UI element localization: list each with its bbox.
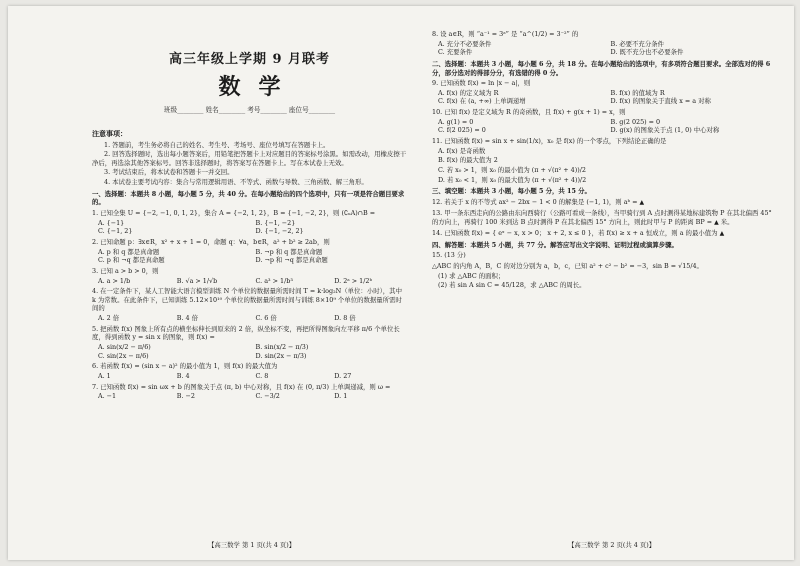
- option: B. f(x) 的值域为 R: [610, 88, 665, 97]
- sub-question: (1) 求 △ABC 的面积；: [438, 271, 505, 280]
- option: C. 若 x₀ > 1，则 x₀ 的最小值为 (π + √(π² + 4))/2: [438, 165, 586, 174]
- option: B. 4: [176, 371, 190, 380]
- option: B. 必要不充分条件: [610, 39, 664, 48]
- option: D. 若 x₀ < 1，则 x₀ 的最大值为 (π + √(π² + 4))/2: [438, 175, 587, 184]
- left-page: [92, 6, 407, 402]
- question-text: 14. 已知函数 f(x) = { eˣ − x, x > 0； x + 2, x ≤ 0 }，若 f(x) ≥ x + a 恒成立，则 a 的最小值为: [432, 228, 718, 237]
- option: B. √a > 1/√b: [176, 276, 218, 285]
- notice-item: 4. 本试卷主要考试内容：集合与常用逻辑用语、不等式、函数与导数、三角函数、解三角形。: [104, 178, 368, 187]
- option: D. 2ᵃ > 1/2ᵇ: [334, 276, 372, 285]
- option: D. 8 倍: [334, 314, 356, 323]
- notice-item: 2. 回答选择题时，选出每小题答案后，用铅笔把答题卡上对应题目的答案标号涂黑。如需改动，用橡皮擦干净后，再选涂其他答案标号。回答非选择题时，将答案写在答题卡上。写在本试卷上无效。: [92, 150, 407, 167]
- option: A. sin(x/2 − π/6): [98, 343, 151, 352]
- question: 2. 已知命题 p：∃x∈R，x² + x + 1 = 0，命题 q：∀a，b∈R，a² + b² ≥ 2ab，则: [92, 237, 330, 246]
- question: 9. 已知函数 f(x) = ln |x − a|，则: [432, 79, 531, 88]
- option: D. f(x) 的图象关于直线 x = a 对称: [610, 97, 711, 106]
- question: 4. 在一定条件下，某人工智能大语言模型训练 N 个单位的数据量所需时间 T = k·log₂N（单位：小时），其中 k 为常数。在此条件下，已知训练 5.12×10¹⁰ 个单位的数据量所需时间与训练 8×10⁹ 个单位的数据量所需时间的: [92, 287, 402, 313]
- option: D. sin(2x − π/3): [255, 351, 307, 360]
- question-text: 12. 若关于 x 的不等式 ax² − 2bx − 1 < 0 的解集是 (−1, 1)，则 aᵇ =: [432, 197, 638, 206]
- option: D. 27: [334, 371, 352, 380]
- option: C. 充要条件: [438, 48, 473, 57]
- option: C. sin(2x − π/6): [98, 351, 149, 360]
- question: [432, 229, 777, 238]
- option: B. −2: [176, 392, 195, 401]
- option: A. p 和 q 都是真命题: [98, 247, 160, 256]
- question-text: 13. 甲一条东西走向的公路由东向西骑行（公路可看成一条线），当甲骑行到 A 点时测得某地标建筑物 P 在其北偏西 45° 的方向上，再骑行 100 米到达 B 点时测得 P 在其北偏西 15° 方向上，则此时甲与 P 的距离 BP =: [432, 208, 772, 226]
- right-page: [432, 28, 777, 291]
- question: 10. 已知 f(x) 是定义域为 R 的奇函数，且 f(x) + g(x + 1) = x，则: [432, 108, 626, 117]
- option: B. sin(x/2 − π/3): [255, 343, 309, 352]
- option: C. {−1, 2}: [98, 227, 133, 236]
- option: C. f(2 025) = 0: [438, 126, 486, 135]
- question: 11. 已知函数 f(x) = sin x + sin(1/x)，x₀ 是 f(x) 的一个零点，下列结论正确的是: [432, 137, 667, 146]
- option: C. p 和 ¬q 都是真命题: [98, 256, 165, 265]
- option: A. g(1) = 0: [438, 117, 474, 126]
- option: A. 充分不必要条件: [438, 39, 492, 48]
- question-text-tail: 米。: [718, 217, 734, 226]
- option: B. f(x) 的最大值为 2: [438, 156, 498, 165]
- option: A. −1: [98, 392, 117, 401]
- option: D. g(x) 的图象关于点 (1, 0) 中心对称: [610, 126, 720, 135]
- notice-item: 1. 答题前，考生务必将自己的姓名、考生号、考场号、座位号填写在答题卡上。: [104, 140, 330, 149]
- answer-blank-marker: ▲: [714, 218, 719, 226]
- question: 8. 设 a∈R，则 “a⁻¹ = 3ᵃ” 是 “a^(1/2) = 3⁻²” 的: [432, 30, 579, 38]
- option: B. 4 倍: [176, 314, 198, 323]
- page-footer-right: 【高三数学 第 2 页(共 4 页)】: [568, 541, 656, 549]
- section-heading: 二、选择题：本题共 3 小题，每小题 6 分，共 18 分。在每小题给出的选项中，有多项符合题目要求。全部选对的得 6 分，部分选对的得部分分，有选错的得 0 分。: [432, 59, 771, 77]
- question: 7. 已知函数 f(x) = sin ωx + b 的图象关于点 (π, b) 中心对称，且 f(x) 在 (0, π/3) 上单调递减，则 ω =: [92, 382, 391, 391]
- option: D. 既不充分也不必要条件: [610, 48, 684, 57]
- question: 1. 已知全集 U = {−2, −1, 0, 1, 2}，集合 A = {−2, 1, 2}，B = {−1, −2, 2}，则 (∁ᵤA)∩B =: [92, 209, 376, 218]
- student-info-line: 班级________ 姓名________ 考号________ 座位号________: [163, 106, 336, 115]
- notice-item: 3. 考试结束后，将本试卷和答题卡一并交回。: [104, 168, 234, 177]
- question: [432, 198, 777, 207]
- answer-blank-marker: ▲: [639, 198, 645, 206]
- option: D. ¬p 和 ¬q 都是真命题: [255, 256, 328, 265]
- question: 5. 把函数 f(x) 图象上所有点的横坐标伸长到原来的 2 倍，纵坐标不变，再把所得图象向左平移 π/6 个单位长度，得到函数 y = sin x 的图象，则 f(x) =: [92, 324, 400, 342]
- option: A. f(x) 是奇函数: [438, 146, 486, 155]
- notice-title: 注意事项：: [92, 129, 127, 139]
- option: C. 8: [255, 371, 269, 380]
- question-stem: △ABC 的内角 A，B，C 的对边分别为 a，b，c，已知 a² + c² − b² = −3，sin B = √15/4。: [432, 262, 703, 271]
- option: B. {−1, −2}: [255, 218, 296, 227]
- option: A. 2 倍: [98, 314, 120, 323]
- option: A. a > 1/b: [98, 276, 131, 285]
- option: C. −3/2: [255, 392, 280, 401]
- option: B. g(2 025) = 0: [610, 117, 661, 126]
- question: 3. 已知 a > b > 0，则: [92, 266, 159, 275]
- exam-sheet: [8, 6, 794, 560]
- subject-title: 数学: [218, 73, 299, 100]
- notice-block: [92, 129, 407, 187]
- option: C. a³ > 1/b³: [255, 276, 293, 285]
- option: B. ¬p 和 q 都是真命题: [255, 247, 323, 256]
- option: D. {−1, −2, 2}: [255, 227, 304, 236]
- question: 15. (13 分): [432, 251, 466, 260]
- section-heading: 三、填空题：本题共 3 小题，每小题 5 分，共 15 分。: [432, 187, 591, 196]
- question: [432, 209, 777, 227]
- option: C. 6 倍: [255, 314, 277, 323]
- section-heading: 四、解答题：本题共 5 小题，共 77 分。解答应写出文字说明、证明过程或演算步骤。: [432, 240, 678, 249]
- option: A. 1: [98, 371, 111, 380]
- question: 6. 若函数 f(x) = (sin x − a)² 的最小值为 1，则 f(x) 的最大值为: [92, 362, 278, 371]
- option: C. f(x) 在 (a, +∞) 上单调递增: [438, 97, 526, 106]
- answer-blank-marker: ▲: [719, 229, 725, 237]
- option: A. f(x) 的定义域为 R: [438, 88, 499, 97]
- sub-question: (2) 若 sin A sin C = 45/128，求 △ABC 的周长。: [438, 281, 586, 290]
- exam-title: 高三年级上学期 9 月联考: [168, 52, 331, 67]
- section-heading: 一、选择题：本题共 8 小题，每小题 5 分，共 40 分。在每小题给出的四个选项中，只有一项是符合题目要求的。: [92, 189, 405, 207]
- option: A. {−1}: [98, 218, 125, 227]
- option: D. 1: [334, 392, 348, 401]
- page-footer-left: 【高三数学 第 1 页(共 4 页)】: [208, 541, 296, 549]
